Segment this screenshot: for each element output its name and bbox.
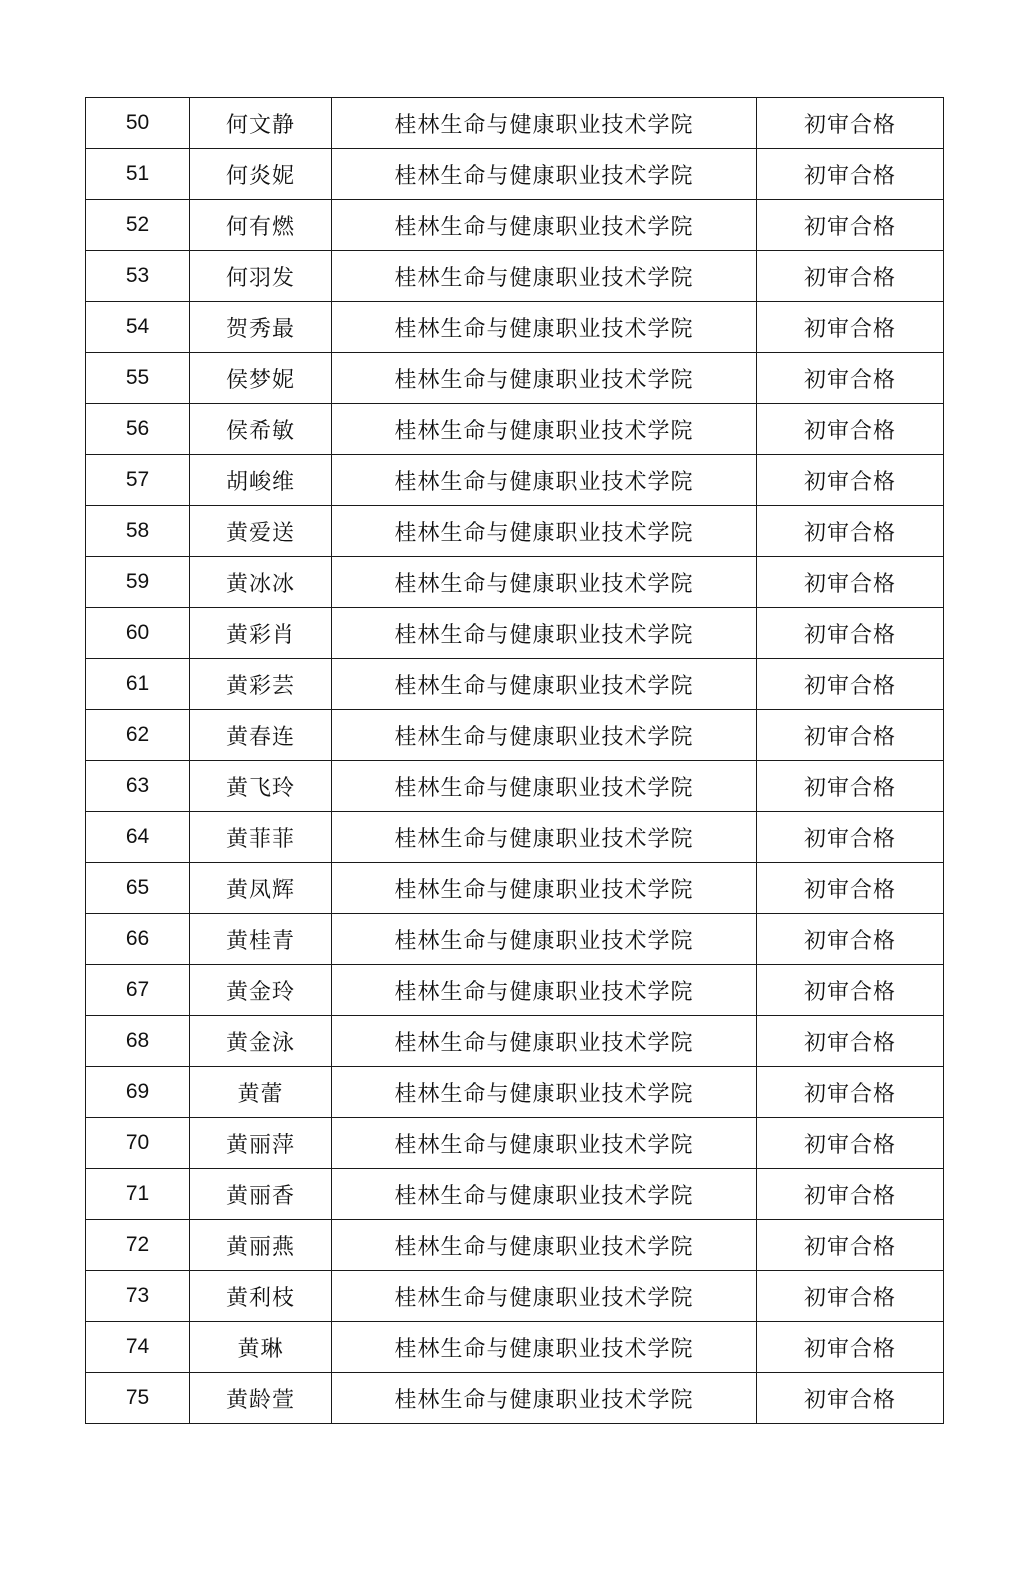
row-number-cell: 65 (86, 863, 190, 914)
review-result-cell: 初审合格 (757, 98, 944, 149)
applicant-table-body (86, 98, 944, 1424)
applicant-name-cell: 黄彩芸 (190, 659, 332, 710)
applicant-name-cell: 胡峻维 (190, 455, 332, 506)
review-result-cell: 初审合格 (757, 812, 944, 863)
table-row (86, 1220, 944, 1271)
table-row (86, 761, 944, 812)
table-row (86, 149, 944, 200)
applicant-name-cell: 黄丽萍 (190, 1118, 332, 1169)
review-result-cell: 初审合格 (757, 1067, 944, 1118)
row-number-cell: 50 (86, 98, 190, 149)
row-number-cell: 73 (86, 1271, 190, 1322)
row-number-cell: 63 (86, 761, 190, 812)
review-result-cell: 初审合格 (757, 557, 944, 608)
applicant-name-cell: 黄冰冰 (190, 557, 332, 608)
applicant-name-cell: 黄彩肖 (190, 608, 332, 659)
table-row (86, 1169, 944, 1220)
review-result-cell: 初审合格 (757, 251, 944, 302)
school-name-cell: 桂林生命与健康职业技术学院 (332, 965, 757, 1016)
school-name-cell: 桂林生命与健康职业技术学院 (332, 251, 757, 302)
row-number-cell: 72 (86, 1220, 190, 1271)
row-number-cell: 56 (86, 404, 190, 455)
row-number-cell: 64 (86, 812, 190, 863)
table-row (86, 98, 944, 149)
table-row (86, 353, 944, 404)
school-name-cell: 桂林生命与健康职业技术学院 (332, 863, 757, 914)
table-row (86, 302, 944, 353)
table-row (86, 659, 944, 710)
applicant-name-cell: 黄爱送 (190, 506, 332, 557)
applicant-name-cell: 黄龄萱 (190, 1373, 332, 1424)
row-number-cell: 58 (86, 506, 190, 557)
table-row (86, 608, 944, 659)
review-result-cell: 初审合格 (757, 608, 944, 659)
applicant-name-cell: 何文静 (190, 98, 332, 149)
row-number-cell: 75 (86, 1373, 190, 1424)
school-name-cell: 桂林生命与健康职业技术学院 (332, 557, 757, 608)
review-result-cell: 初审合格 (757, 863, 944, 914)
row-number-cell: 68 (86, 1016, 190, 1067)
review-result-cell: 初审合格 (757, 914, 944, 965)
school-name-cell: 桂林生命与健康职业技术学院 (332, 710, 757, 761)
school-name-cell: 桂林生命与健康职业技术学院 (332, 455, 757, 506)
applicant-name-cell: 侯梦妮 (190, 353, 332, 404)
table-row (86, 200, 944, 251)
review-result-cell: 初审合格 (757, 506, 944, 557)
school-name-cell: 桂林生命与健康职业技术学院 (332, 149, 757, 200)
applicant-name-cell: 侯希敏 (190, 404, 332, 455)
school-name-cell: 桂林生命与健康职业技术学院 (332, 659, 757, 710)
row-number-cell: 55 (86, 353, 190, 404)
school-name-cell: 桂林生命与健康职业技术学院 (332, 353, 757, 404)
row-number-cell: 54 (86, 302, 190, 353)
review-result-cell: 初审合格 (757, 659, 944, 710)
row-number-cell: 51 (86, 149, 190, 200)
applicant-name-cell: 何羽发 (190, 251, 332, 302)
review-result-cell: 初审合格 (757, 1118, 944, 1169)
table-row (86, 1373, 944, 1424)
table-row (86, 710, 944, 761)
school-name-cell: 桂林生命与健康职业技术学院 (332, 1322, 757, 1373)
review-result-cell: 初审合格 (757, 1271, 944, 1322)
review-result-cell: 初审合格 (757, 149, 944, 200)
table-row (86, 812, 944, 863)
applicant-name-cell: 黄春连 (190, 710, 332, 761)
table-row (86, 1016, 944, 1067)
table-row (86, 455, 944, 506)
applicant-name-cell: 黄金泳 (190, 1016, 332, 1067)
review-result-cell: 初审合格 (757, 1016, 944, 1067)
table-row (86, 1118, 944, 1169)
school-name-cell: 桂林生命与健康职业技术学院 (332, 302, 757, 353)
table-row (86, 1322, 944, 1373)
row-number-cell: 60 (86, 608, 190, 659)
school-name-cell: 桂林生命与健康职业技术学院 (332, 608, 757, 659)
table-row (86, 557, 944, 608)
review-result-cell: 初审合格 (757, 710, 944, 761)
review-result-cell: 初审合格 (757, 353, 944, 404)
table-row (86, 914, 944, 965)
school-name-cell: 桂林生命与健康职业技术学院 (332, 1067, 757, 1118)
row-number-cell: 53 (86, 251, 190, 302)
table-row (86, 404, 944, 455)
applicant-name-cell: 何炎妮 (190, 149, 332, 200)
school-name-cell: 桂林生命与健康职业技术学院 (332, 914, 757, 965)
school-name-cell: 桂林生命与健康职业技术学院 (332, 812, 757, 863)
review-result-cell: 初审合格 (757, 1169, 944, 1220)
review-result-cell: 初审合格 (757, 302, 944, 353)
row-number-cell: 59 (86, 557, 190, 608)
table-row (86, 1271, 944, 1322)
applicant-name-cell: 黄桂青 (190, 914, 332, 965)
school-name-cell: 桂林生命与健康职业技术学院 (332, 506, 757, 557)
applicant-name-cell: 何有燃 (190, 200, 332, 251)
row-number-cell: 52 (86, 200, 190, 251)
school-name-cell: 桂林生命与健康职业技术学院 (332, 1271, 757, 1322)
applicant-name-cell: 黄金玲 (190, 965, 332, 1016)
review-result-cell: 初审合格 (757, 761, 944, 812)
review-result-cell: 初审合格 (757, 965, 944, 1016)
applicant-name-cell: 黄凤辉 (190, 863, 332, 914)
row-number-cell: 66 (86, 914, 190, 965)
applicant-name-cell: 贺秀最 (190, 302, 332, 353)
applicant-name-cell: 黄琳 (190, 1322, 332, 1373)
school-name-cell: 桂林生命与健康职业技术学院 (332, 404, 757, 455)
school-name-cell: 桂林生命与健康职业技术学院 (332, 98, 757, 149)
school-name-cell: 桂林生命与健康职业技术学院 (332, 1220, 757, 1271)
document-page (85, 97, 941, 1424)
row-number-cell: 69 (86, 1067, 190, 1118)
table-row (86, 863, 944, 914)
applicant-table (85, 97, 944, 1424)
row-number-cell: 67 (86, 965, 190, 1016)
table-row (86, 965, 944, 1016)
school-name-cell: 桂林生命与健康职业技术学院 (332, 1373, 757, 1424)
applicant-name-cell: 黄飞玲 (190, 761, 332, 812)
school-name-cell: 桂林生命与健康职业技术学院 (332, 200, 757, 251)
review-result-cell: 初审合格 (757, 1220, 944, 1271)
school-name-cell: 桂林生命与健康职业技术学院 (332, 1118, 757, 1169)
table-row (86, 506, 944, 557)
school-name-cell: 桂林生命与健康职业技术学院 (332, 1016, 757, 1067)
review-result-cell: 初审合格 (757, 1373, 944, 1424)
review-result-cell: 初审合格 (757, 200, 944, 251)
school-name-cell: 桂林生命与健康职业技术学院 (332, 761, 757, 812)
table-row (86, 1067, 944, 1118)
applicant-name-cell: 黄丽燕 (190, 1220, 332, 1271)
row-number-cell: 74 (86, 1322, 190, 1373)
row-number-cell: 61 (86, 659, 190, 710)
row-number-cell: 70 (86, 1118, 190, 1169)
row-number-cell: 62 (86, 710, 190, 761)
review-result-cell: 初审合格 (757, 1322, 944, 1373)
row-number-cell: 71 (86, 1169, 190, 1220)
applicant-name-cell: 黄利枝 (190, 1271, 332, 1322)
review-result-cell: 初审合格 (757, 455, 944, 506)
table-row (86, 251, 944, 302)
row-number-cell: 57 (86, 455, 190, 506)
applicant-name-cell: 黄蕾 (190, 1067, 332, 1118)
school-name-cell: 桂林生命与健康职业技术学院 (332, 1169, 757, 1220)
applicant-name-cell: 黄丽香 (190, 1169, 332, 1220)
applicant-name-cell: 黄菲菲 (190, 812, 332, 863)
review-result-cell: 初审合格 (757, 404, 944, 455)
